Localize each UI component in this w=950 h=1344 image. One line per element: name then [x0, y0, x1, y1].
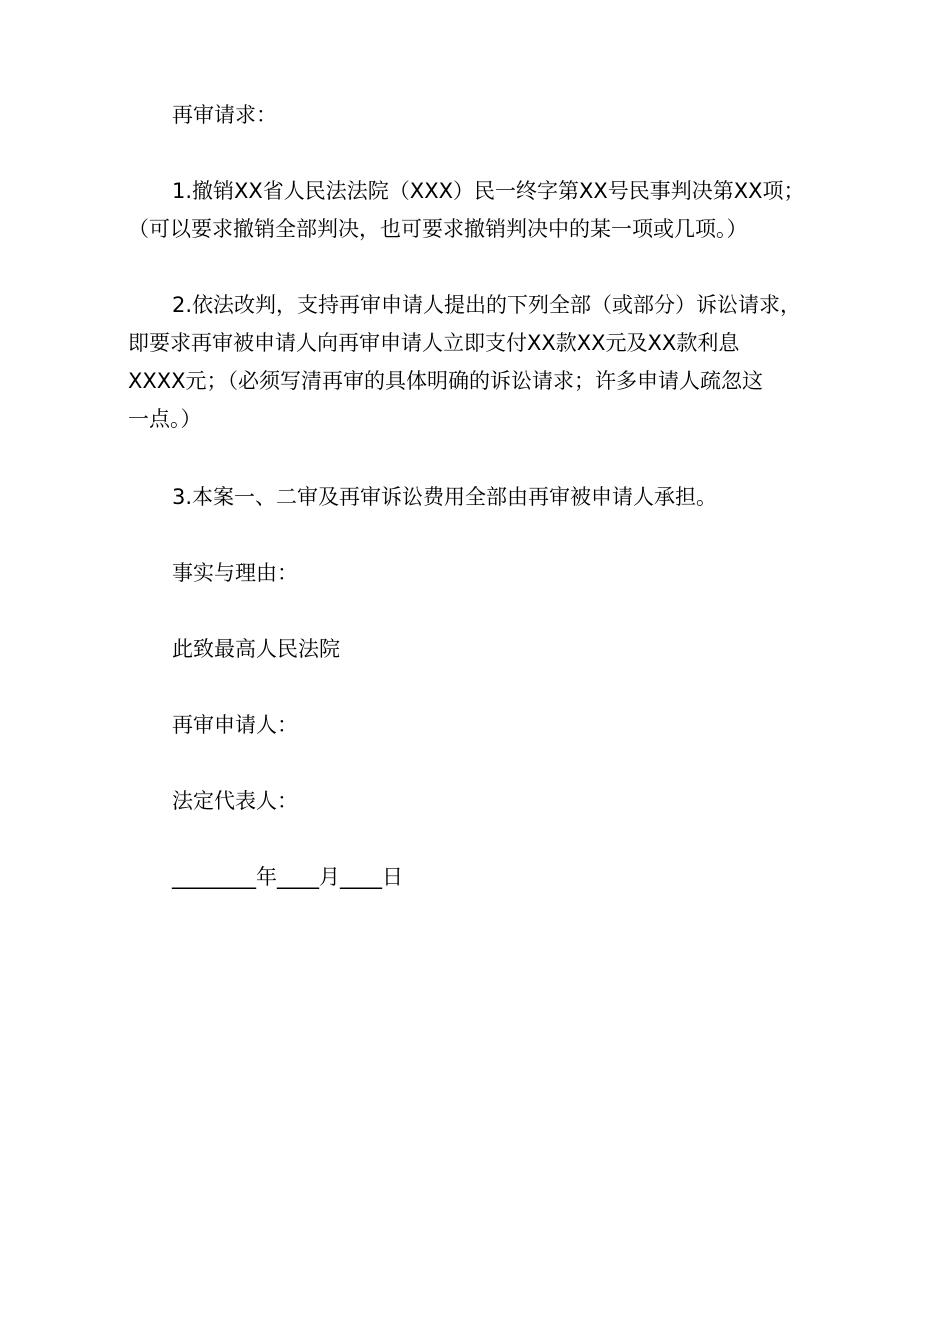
- request-item-2: [128, 286, 838, 438]
- addressee: 此致最高人民法院: [172, 637, 340, 661]
- legal-representative-label: 法定代表人：: [172, 789, 298, 813]
- request-item-2-line-2: 即要求再审被申请人向再审申请人立即支付XX款XX元及XX款利息: [128, 331, 740, 355]
- request-item-2-line-4: 一点。）: [128, 407, 202, 431]
- request-item-3: 3.本案一、二审及再审诉讼费用全部由再审被申请人承担。: [172, 485, 718, 509]
- request-item-1-line-1: 1.撤销XX省人民法法院（XXX）民一终字第XX号民事判决第XX项；: [172, 179, 805, 203]
- request-item-1-line-2: （可以要求撤销全部判决，也可要求撤销判决中的某一项或几项。）: [128, 217, 748, 241]
- request-item-2-line-1: 2.依法改判，支持再审申请人提出的下列全部（或部分）诉讼请求，: [172, 293, 802, 317]
- applicant-label: 再审申请人：: [172, 713, 298, 737]
- heading-facts-and-reasons: 事实与理由：: [172, 561, 298, 585]
- request-item-1: [128, 172, 838, 248]
- heading-retrial-request: 再审请求：: [172, 103, 277, 127]
- date-line: ________年____月____日: [172, 865, 403, 889]
- request-item-2-line-3: XXXX元；（必须写清再审的具体明确的诉讼请求；许多申请人疏忽这: [128, 369, 764, 393]
